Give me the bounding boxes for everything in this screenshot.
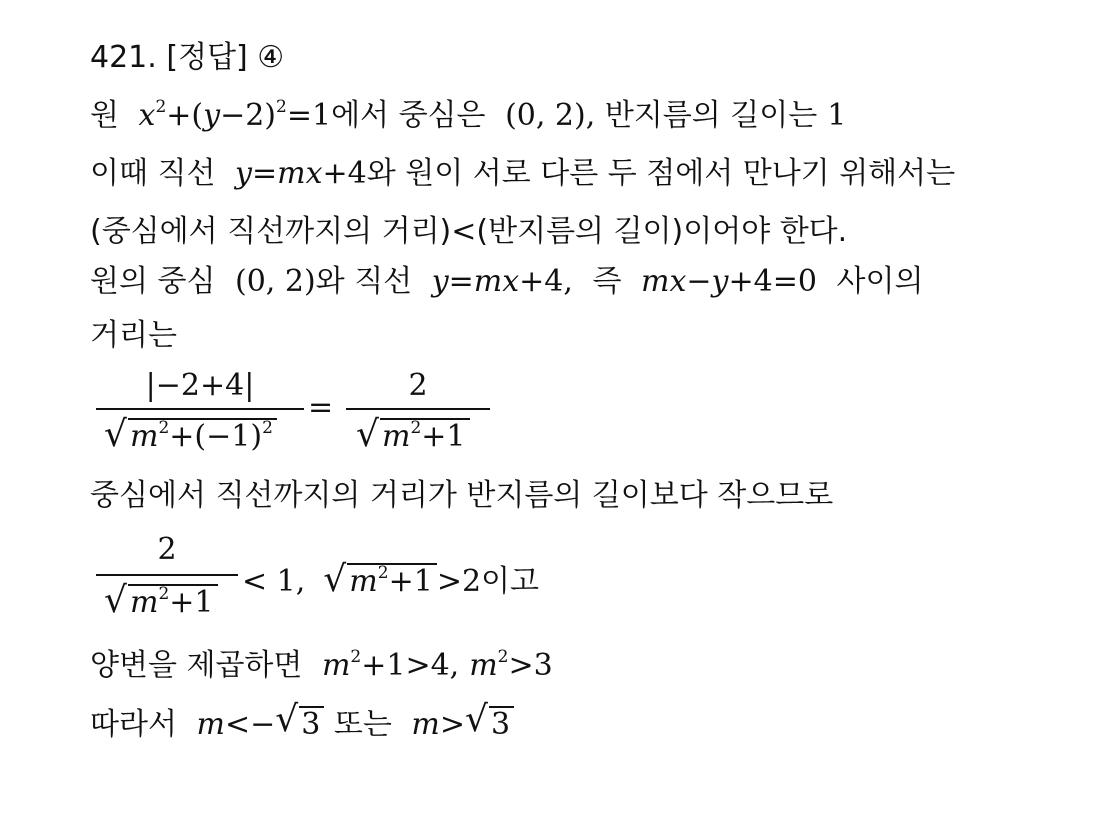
equals-sign: = xyxy=(308,390,334,425)
text: 이때 직선 xyxy=(90,156,216,191)
fraction-denominator: √ $m^2+1$ xyxy=(104,584,218,620)
text: 와 직선 xyxy=(315,264,413,299)
eq-part: +1 xyxy=(421,419,466,454)
fraction-numerator: 2 xyxy=(408,368,428,403)
answer-label: [정답] xyxy=(166,40,248,75)
text: 이고 xyxy=(481,564,540,599)
text: 양변을 제곱하면 xyxy=(90,648,303,683)
radius-value: 1 xyxy=(827,98,847,133)
inequality-formula xyxy=(96,532,616,632)
answer-range-1: m<− √ 3 xyxy=(197,707,325,742)
fraction-bar xyxy=(96,408,304,410)
exponent: 2 xyxy=(410,418,422,438)
answer-range-2: m> √ 3 xyxy=(411,707,514,742)
squaring-line xyxy=(90,648,553,684)
radicand: 3 xyxy=(299,706,324,740)
exponent: 2 xyxy=(497,647,509,667)
eq-part: = xyxy=(251,156,278,191)
exponent: 2 xyxy=(155,97,167,117)
var-x: x xyxy=(305,156,323,191)
text: 또는 xyxy=(333,707,392,742)
var-mx: mx xyxy=(473,264,520,299)
text: 중심에서 직선까지의 거리가 반지름의 길이보다 작으므로 xyxy=(90,478,834,513)
eq-part: 2 xyxy=(461,564,482,599)
text: 반지름의 길이는 xyxy=(604,98,818,133)
exponent: 2 xyxy=(276,97,287,117)
eq-part: +4 xyxy=(322,156,367,191)
circle-equation-line xyxy=(90,98,846,134)
text: 에서 중심은 xyxy=(331,98,486,133)
text: 와 원이 서로 다른 두 점에서 만나기 위해서는 xyxy=(366,156,956,191)
var-y: y xyxy=(235,156,252,191)
text: 사이의 xyxy=(836,264,924,299)
line-equation xyxy=(235,156,367,191)
eq-part: +4=0 xyxy=(728,264,817,299)
var-m: m xyxy=(277,156,306,191)
exponent: 2 xyxy=(158,584,170,604)
line-equation xyxy=(432,264,573,299)
var-m: m xyxy=(196,707,225,742)
exponent: 2 xyxy=(350,647,362,667)
exponent: 2 xyxy=(262,418,273,438)
eq-part: <− xyxy=(224,707,276,742)
fraction-bar xyxy=(346,408,490,410)
eq-part: +1>4, xyxy=(361,648,460,683)
var-mx: mx xyxy=(641,264,687,299)
eq-part: − xyxy=(686,264,712,299)
squared-inequality xyxy=(322,648,553,683)
var-m: m xyxy=(382,419,411,454)
inequality-rest: < 1, √ $m^2+1 >2$이고 xyxy=(242,559,540,600)
eq-part: +4, xyxy=(519,264,573,299)
condition-line xyxy=(90,214,847,250)
general-form xyxy=(641,264,817,299)
problem-number: 421. xyxy=(90,40,157,75)
eq-part: +( xyxy=(166,98,204,133)
less-than: < xyxy=(451,214,477,249)
eq-part: +(−1) xyxy=(169,419,263,454)
eq-part: < 1, xyxy=(242,564,306,599)
text: (중심에서 직선까지의 거리) xyxy=(90,214,452,249)
eq-part: +1 xyxy=(169,585,214,620)
distance-label-line xyxy=(90,318,177,354)
text: (반지름의 길이)이어야 한다. xyxy=(476,214,848,249)
greater-than: > xyxy=(436,564,462,599)
var-y: y xyxy=(711,264,729,299)
text-lead: 원 xyxy=(90,98,119,133)
var-y: y xyxy=(203,98,221,133)
line-condition-line xyxy=(90,156,955,192)
comparison-line xyxy=(90,478,833,514)
var-m: m xyxy=(411,707,440,742)
fraction-denominator: √ $m^2+1$ xyxy=(356,418,470,454)
fraction-numerator: |−2+4| xyxy=(145,368,255,403)
var-m: m xyxy=(469,648,498,683)
eq-part: >3 xyxy=(508,648,553,683)
center-point: (0, 2) xyxy=(235,264,316,299)
var-m: m xyxy=(321,648,351,683)
center-point: (0, 2), xyxy=(505,98,596,133)
circle-equation xyxy=(139,98,332,133)
problem-header xyxy=(90,40,284,76)
text: 거리는 xyxy=(90,318,177,353)
var-y: y xyxy=(431,264,449,299)
fraction-denominator: √ $m^2+(-1)^2$ xyxy=(104,418,277,454)
answer-choice: ④ xyxy=(257,40,285,75)
var-x: x xyxy=(138,98,156,133)
text: 따라서 xyxy=(90,707,177,742)
var-m: m xyxy=(130,585,159,620)
eq-part: > xyxy=(439,707,465,742)
var-m: m xyxy=(130,419,159,454)
fraction-numerator: 2 xyxy=(157,532,177,567)
eq-part: =1 xyxy=(286,98,332,133)
text: 즉 xyxy=(592,264,622,299)
exponent: 2 xyxy=(158,418,170,438)
eq-part: = xyxy=(448,264,474,299)
fraction-bar xyxy=(96,574,238,576)
var-m: m xyxy=(349,564,378,599)
exponent: 2 xyxy=(377,563,389,583)
conclusion-line xyxy=(90,699,514,743)
text: 원의 중심 xyxy=(90,264,216,299)
eq-part: +1 xyxy=(388,564,433,599)
radicand: 3 xyxy=(489,706,514,740)
distance-formula xyxy=(96,366,496,466)
distance-setup-line xyxy=(90,264,923,300)
eq-part: −2) xyxy=(220,98,277,133)
